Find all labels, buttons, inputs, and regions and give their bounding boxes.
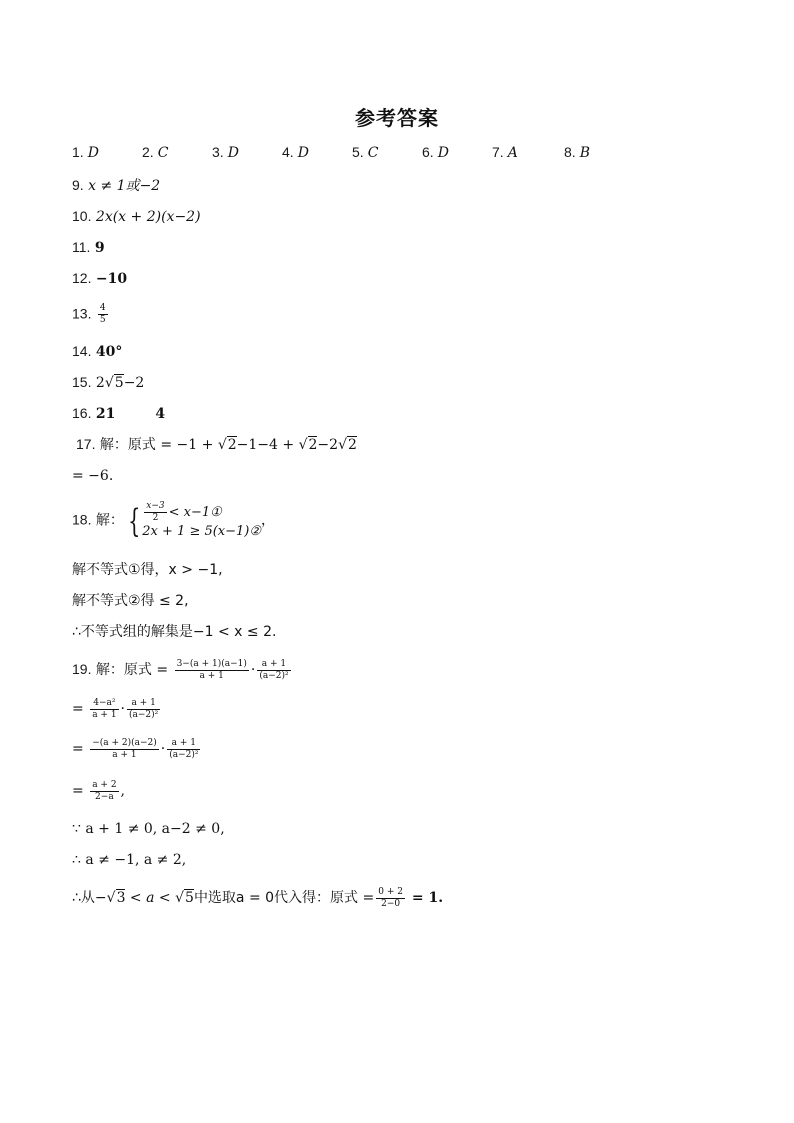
answer-10: 10. 2x(x + 2)(x−2) — [72, 208, 201, 225]
mc-answer-3: 3. D — [212, 144, 239, 161]
answer-19-step-4: = $\frac{a + 2}{2-a}$ , — [72, 779, 125, 802]
answer-17-result: = −6. — [72, 468, 114, 484]
mc-answer-4: 4. D — [282, 144, 309, 161]
answer-19-final: ∴从−√3 < a < √5中选取a = 0代入得：原式 = $\frac{0 + 2}{2-0}$ = 1. — [72, 886, 444, 909]
inequality-system: $\frac{x-3}{2}$ < x−1① 2x + 1 ≥ 5(x−1)② — [142, 501, 262, 539]
mc-answer-8: 8. B — [564, 144, 590, 161]
answer-9: 9. x ≠ 1或−2 — [72, 177, 161, 194]
mc-answer-5: 5. C — [352, 144, 379, 161]
answer-19-step-3: = $\frac{-(a + 2)(a-2)}{a + 1}$ · $\frac{a + 1}{\text{(a−2)²}}$ — [72, 737, 199, 760]
answer-18-step-2: 解不等式②得 ≤ 2, — [72, 593, 189, 609]
fraction: $\frac{4}{5}$ — [99, 303, 106, 325]
answer-18: 18. 解： { $\frac{x-3}{2}$ < x−1① 2x + 1 ≥ 5(x−1)② ， — [72, 501, 276, 540]
answer-12: 12. −10 — [72, 270, 128, 287]
answer-18-step-1: 解不等式①得，x > −1, — [72, 562, 223, 578]
mc-answer-7: 7. A — [492, 144, 518, 161]
page-title: 参考答案 — [355, 106, 439, 130]
mc-answer-1: 1. D — [72, 144, 99, 161]
mc-answer-6: 6. D — [422, 144, 449, 161]
answer-16: 16. 21 4 — [72, 405, 166, 422]
answer-13: 13. $\frac{4}{5}$ — [72, 303, 106, 325]
answer-19-step-2: = $\frac{\text{4−a²}}{a + 1}$ · $\frac{a + 1}{\text{(a−2)²}}$ — [72, 697, 159, 720]
answer-19-restriction: ∴ a ≠ −1, a ≠ 2, — [72, 852, 187, 868]
answer-17: 17. 解：原式 = −1 + √2−1−4 + √2−2√2 — [76, 436, 357, 453]
answer-14: 14. 40° — [72, 343, 123, 360]
mc-answer-2: 2. C — [142, 144, 169, 161]
answer-11: 11. 9 — [72, 239, 105, 256]
radical: 5 — [114, 375, 124, 391]
answer-15: 15. 2√5−2 — [72, 374, 145, 391]
answer-18-solution: ∴不等式组的解集是−1 < x ≤ 2. — [72, 624, 277, 640]
brace: { — [127, 501, 141, 540]
answer-19-condition: ∵ a + 1 ≠ 0, a−2 ≠ 0, — [72, 821, 225, 837]
answer-19-step-1: 19. 解：原式 = $\frac{3-(a + 1)(a-1)}{a + 1}$ · $\frac{a + 1}{\text{(a−2)²}}$ — [72, 658, 289, 681]
